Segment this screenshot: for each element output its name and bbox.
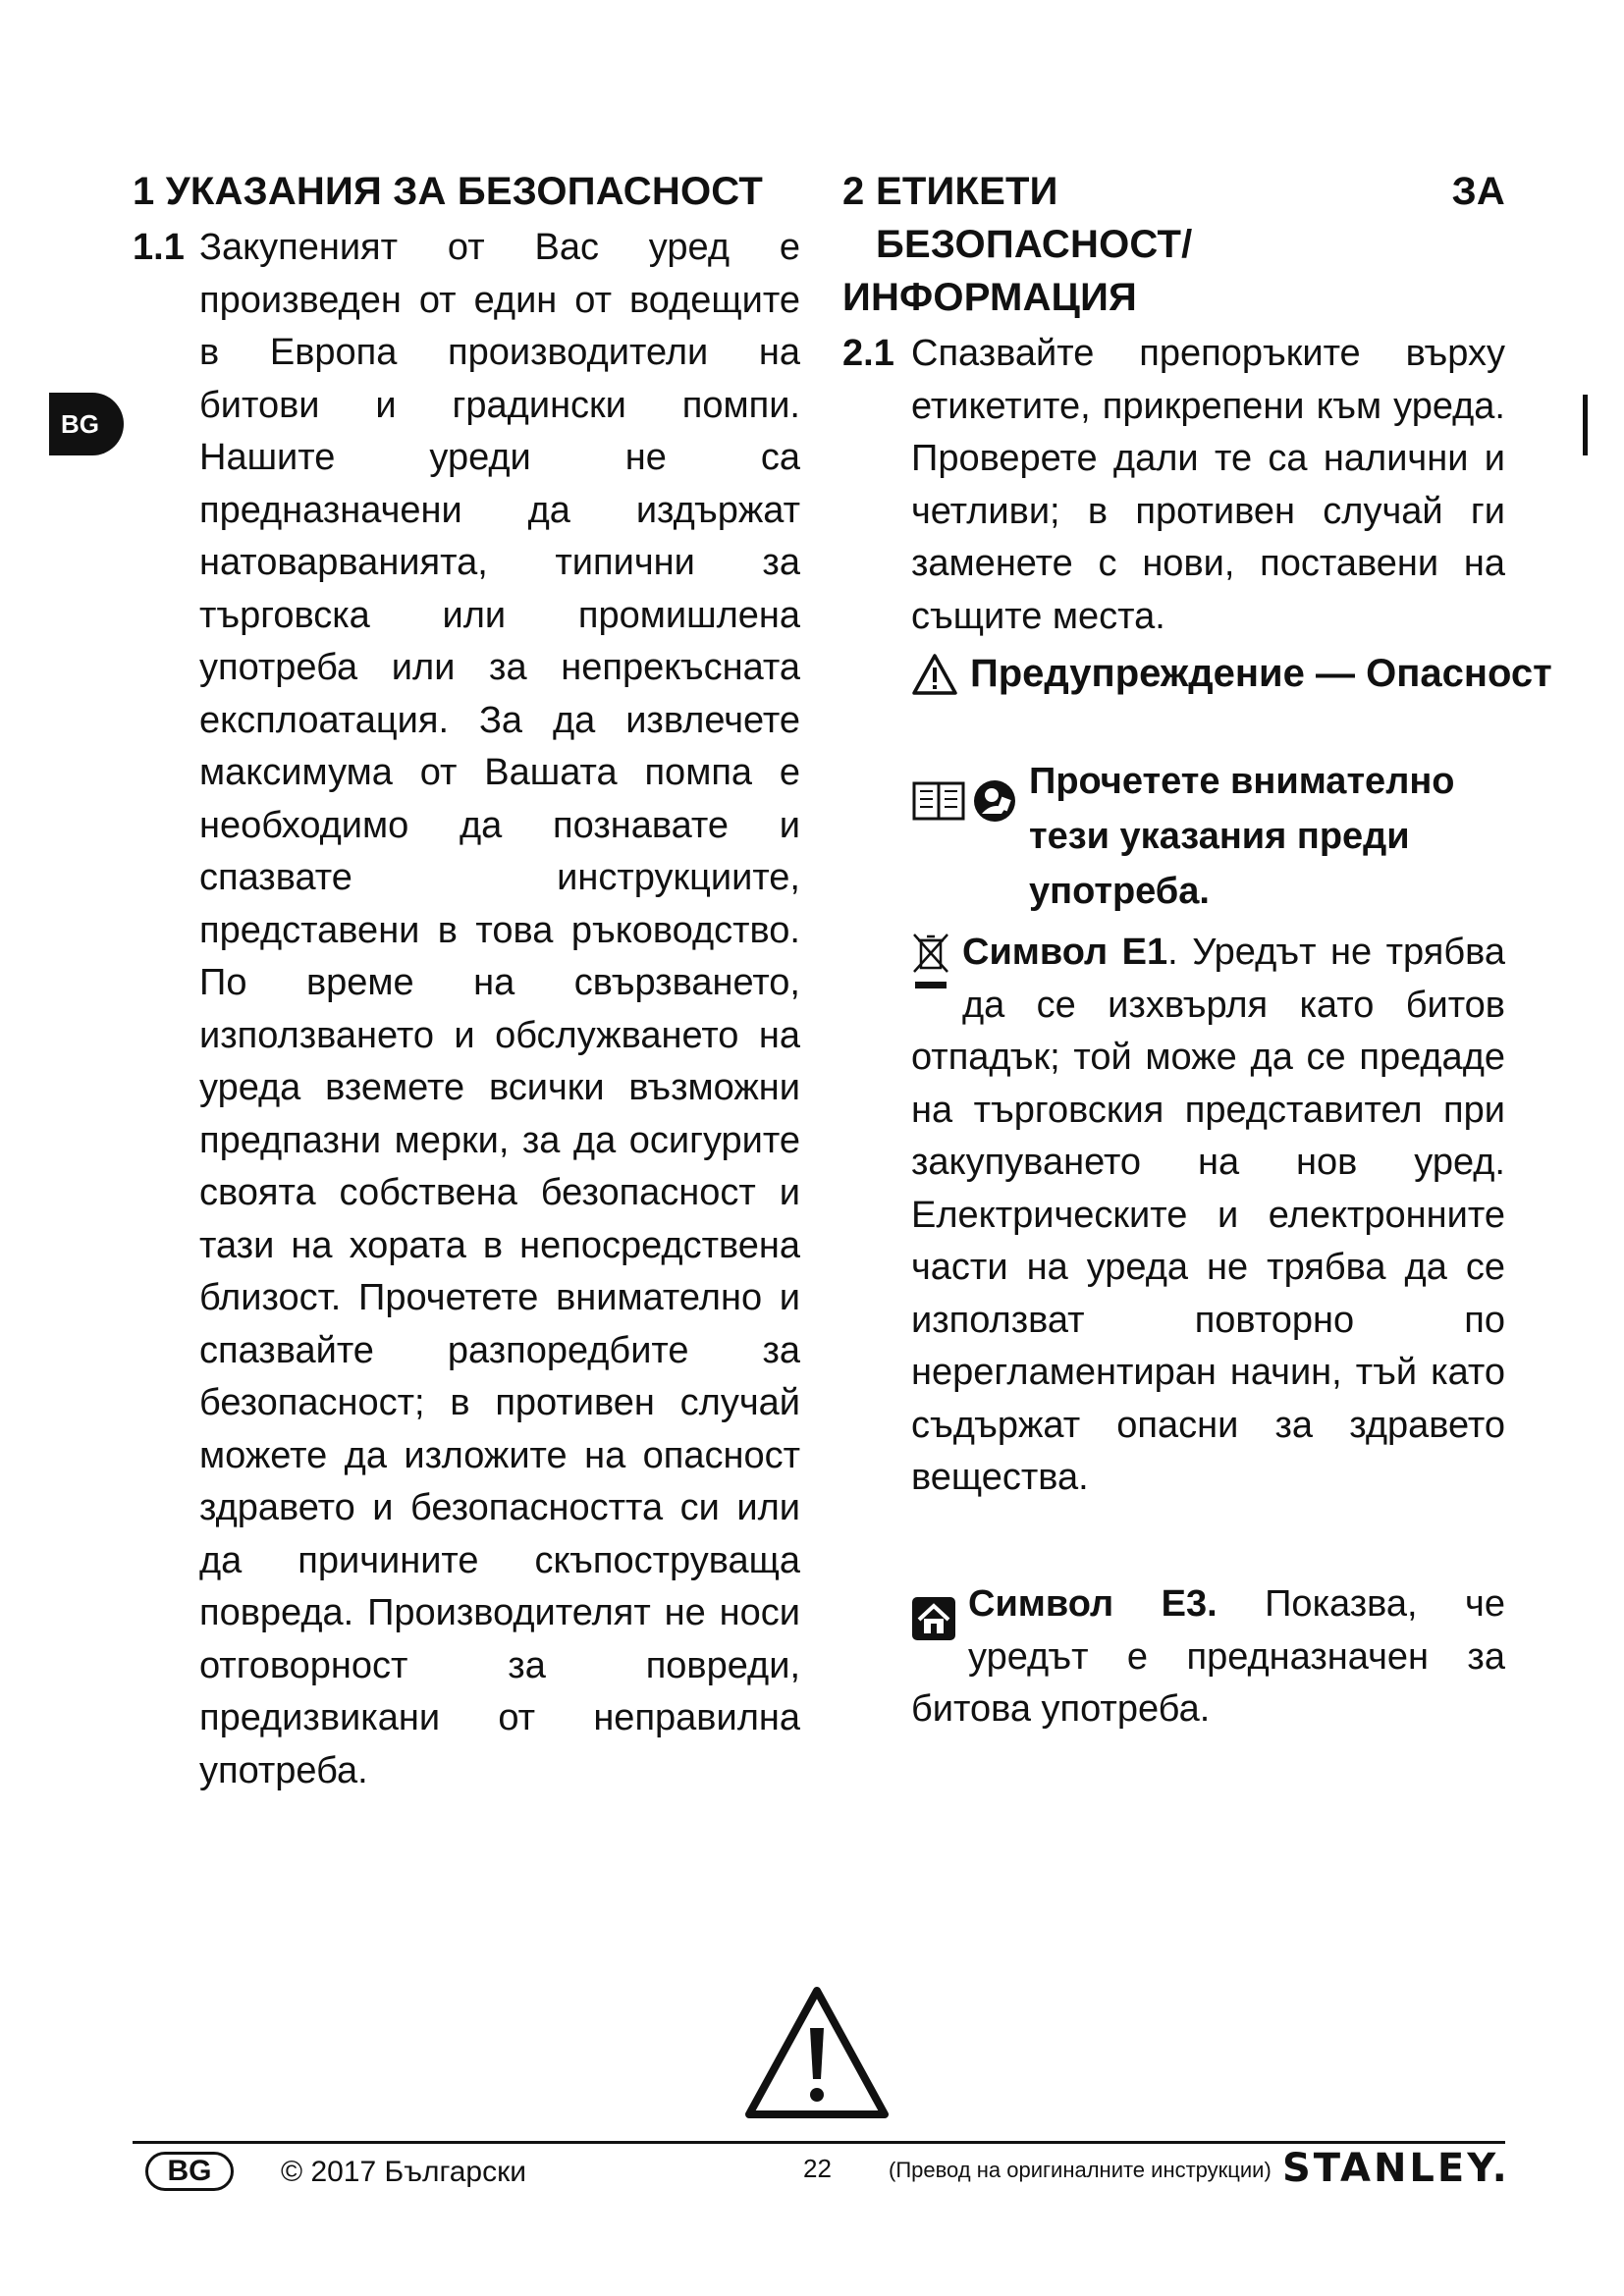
crossed-bin-icon: [911, 933, 950, 993]
section-title-line1: ЕТИКЕТИ ЗА БЕЗОПАСНОСТ/: [876, 170, 1505, 266]
symbol-e3-text: Показва, че уредът е предназначен за битова употреба.: [911, 1583, 1505, 1730]
symbol-e3-label: Символ Е3.: [968, 1583, 1218, 1625]
read-instructions-line: [911, 754, 1490, 919]
manual-book-icon: [911, 779, 966, 823]
section-title-line2: ИНФОРМАЦИЯ: [842, 276, 1137, 319]
section-2-heading: [842, 165, 1505, 324]
read-person-icon: [972, 778, 1017, 824]
page-footer: [0, 2146, 1624, 2201]
translation-note: (Превод на оригиналните инструкции): [889, 2158, 1272, 2182]
section-number: 1: [133, 170, 155, 213]
paragraph-text: Спазвайте препоръките върху етикетите, прикрепени към уреда. Проверете дали те са налични и четливи; в противен случай ги заменете с нови, поставени на същите места.: [911, 333, 1505, 637]
warning-text: Предупреждение — Опасност: [970, 652, 1552, 695]
symbol-e1-block: [911, 927, 1505, 1505]
household-icon: [911, 1596, 956, 1641]
brand-logo: STANLEY.: [1282, 2146, 1510, 2191]
symbol-e3-block: [911, 1578, 1505, 1736]
warning-line: [911, 652, 1552, 696]
footer-divider: [133, 2141, 1505, 2144]
language-tab: [49, 393, 124, 455]
paragraph-2-1: [842, 328, 1505, 643]
warning-triangle-icon: [911, 653, 958, 696]
section-title: УКАЗАНИЯ ЗА БЕЗОПАСНОСТ: [165, 170, 763, 213]
page-number: 22: [803, 2154, 832, 2183]
left-column: [133, 165, 800, 1797]
paragraph-1-1: [133, 222, 800, 1797]
paragraph-text: Закупеният от Вас уред е произведен от един от водещите в Европа производители на битови и градински помпи. Нашите уреди не са предназначени да издържат натоварванията, типични за търговска или промишлена употреба или за непрекъсната експлоатация. За да извлечете максимума от Вашата помпа е необходимо да познавате и спазвате инструкциите, представени в това ръководство. По време на свързването, използването и обслужването на уреда вземете всички възможни предпазни мерки, за да осигурите своята собствена безопасност и тази на хората в непосредствена близост. Прочетете внимателно и спазвайте разпоредбите за безопасност; в противен случай можете да изложите на опасност здравето и безопасността си или да причините скъпоструваща повреда. Производителят не носи отговорност за повреди, предизвикани от неправилна употреба.: [199, 227, 800, 1791]
read-instructions-text: Прочетете внимателно тези указания преди употреба.: [1029, 761, 1455, 912]
footer-language-badge: [145, 2152, 234, 2191]
margin-change-bar: [1583, 395, 1588, 455]
paragraph-number: 1.1: [133, 227, 185, 268]
footer-language-label: BG: [167, 2155, 212, 2187]
symbol-e1-label: Символ Е1: [962, 932, 1168, 973]
copyright-text: © 2017 Български: [281, 2156, 526, 2188]
section-1-heading: [133, 165, 800, 218]
symbol-e1-text: . Уредът не трябва да се изхвърля като битов отпадък; той може да се предаде на търговския представител при закупуването на нов уред. Електрическите и електронните части на уреда не трябва да се използват повторно по нерегламентиран начин, тъй като съдържат опасни за здравето вещества.: [911, 932, 1505, 1498]
paragraph-number: 2.1: [842, 333, 894, 374]
language-tab-label: BG: [61, 408, 99, 439]
section-number: 2: [842, 170, 865, 213]
large-warning-triangle-icon: [743, 1985, 891, 2120]
right-column: [842, 165, 1505, 643]
